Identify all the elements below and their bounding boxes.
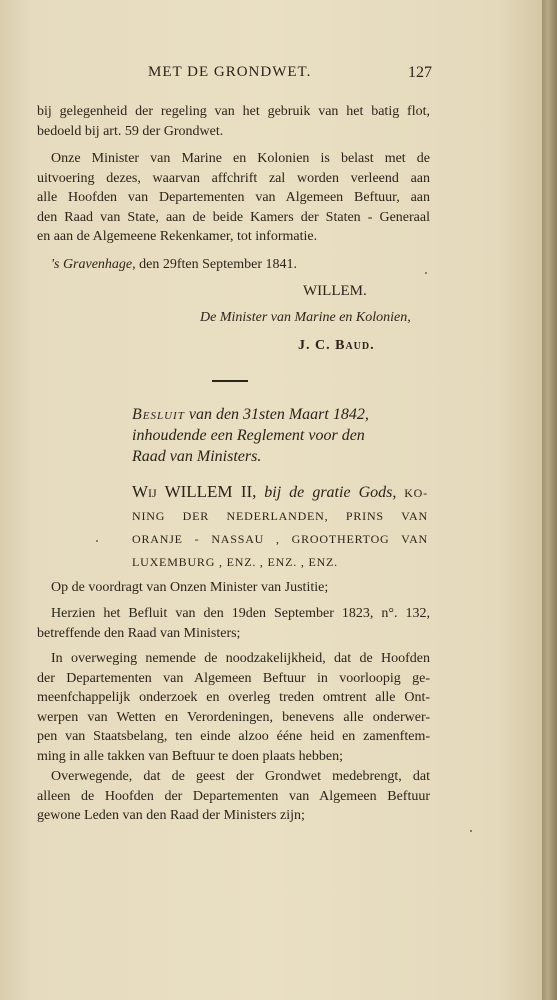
dateline-line [37,255,430,275]
body-paragraph-2 [37,604,430,643]
text-line: bedoeld bij art. 59 der Grondwet. [37,123,224,139]
text-line: In overweging nemende de noodzakelijkheid, dat de Hoofden [51,651,430,666]
text-line: Overwegende, dat de geest der Grondwet medebrengt, dat [51,769,430,784]
decree-heading-line: inhoudende een Reglement voor den [132,427,365,444]
signature-king: WILLEM. [303,283,367,299]
text-line: Op de voordragt van Onzen Minister van Justitie; [51,580,329,595]
top-paragraph [37,102,430,141]
text-line: uitvoering dezes, waarvan affchrift zal worden verleend aan [37,170,430,186]
declaration-line: LUXEMBURG , ENZ. , ENZ. , ENZ. [132,555,338,569]
decree-heading-word: Besluit [132,406,185,423]
text-line: Herzien het Befluit van den 19den September 1823, n°. 132, [51,606,430,621]
text-line: der Departementen van Algemeen Beftuur in voorloopig ge- [37,670,430,686]
decree-heading-line: Besluit van den 31sten Maart 1842, [132,406,369,423]
text-line: betreffende den Raad van Ministers; [37,625,241,641]
text-line: werpen van Wetten en Verordeningen, benevens alle onderwer- [37,709,430,725]
page-header [40,64,432,88]
text-line: en aan de Algemeene Rekenkamer, tot informatie. [37,229,318,244]
declaration-line: ORANJE - NASSAU , GROOTHERTOG VAN [132,532,428,546]
text-line: ming in alle takken van Beftuur te doen plaats hebben; [37,748,343,764]
page-number: 127 [408,64,432,81]
text-line: bij gelegenheid der regeling van het gebruik van het batig flot, [37,104,430,119]
paper-speck [425,272,427,274]
body-paragraph-4 [37,767,430,826]
text-line: pen van Staatsbelang, ten einde alzoo ééne heid en zamenftem- [37,729,430,744]
declaration-line: NING DER NEDERLANDEN, PRINS VAN [132,509,428,523]
dateline-place: 's Gravenhage, [51,257,136,272]
minister-paragraph [37,149,430,247]
text-line: meenfchappelijk onderzoek en overleg treden omtrent alle Ont- [37,690,430,705]
text-line: gewone Leden van den Raad der Ministers zijn; [37,808,305,823]
declaration-line: Wij WILLEM II, bij de gratie Gods, KO- [132,482,428,501]
body-paragraph-1 [37,578,430,598]
text-line: Onze Minister van Marine en Kolonien is belast met de [51,151,430,166]
text-line: alleen de Hoofden der Departementen van Algemeen Beftuur [37,788,430,804]
signature-minister-name: J. C. Baud. [298,338,375,353]
paper-speck [470,830,472,832]
paper-speck [96,540,98,542]
decree-heading-line: Raad van Ministers. [132,448,262,465]
text-line: den Raad van State, aan de beide Kamers der Staten - Generaal [37,209,430,225]
signature-minister-title: De Minister van Marine en Kolonien, [200,310,411,325]
dateline [37,255,430,275]
body-paragraph-3 [37,649,430,766]
royal-declaration [132,480,428,574]
dateline-date: den 29ften September 1841. [139,257,298,272]
running-title: MET DE GRONDWET. [148,64,312,80]
page-edge [542,0,557,1000]
section-divider [212,380,248,382]
decree-heading [132,404,432,467]
text-line: alle Hoofden van Departementen van Algemeen Beftuur, aan [37,190,430,205]
